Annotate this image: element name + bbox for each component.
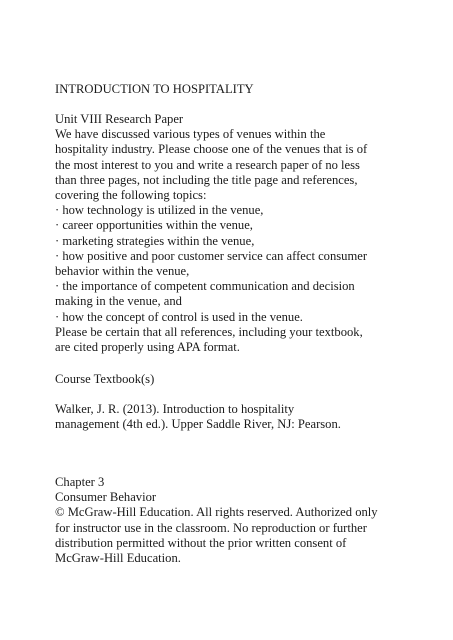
assignment-heading: Unit VIII Research Paper: [55, 112, 184, 126]
topic-bullet: · career opportunities within the venue,: [55, 218, 253, 233]
topic-bullet-continued: making in the venue, and: [55, 294, 182, 309]
topic-bullet-continued: behavior within the venue,: [55, 264, 190, 279]
copyright-line: distribution permitted without the prior written consent of: [55, 535, 347, 550]
assignment-line: Please be certain that all references, including your textbook,: [55, 324, 363, 339]
assignment-line: covering the following topics:: [55, 188, 207, 203]
copyright-line: © McGraw-Hill Education. All rights reserved. Authorized only: [55, 505, 378, 520]
assignment-line: We have discussed various types of venues within the: [55, 127, 326, 142]
topic-bullet: · how positive and poor customer service can affect consumer: [55, 248, 368, 263]
assignment-section: [55, 112, 367, 355]
chapter-name: Consumer Behavior: [55, 490, 157, 505]
assignment-line: than three pages, not including the title page and references,: [55, 172, 358, 187]
topic-bullet: · how the concept of control is used in the venue.: [55, 309, 303, 324]
chapter-number: Chapter 3: [55, 475, 105, 489]
chapter-section: [55, 475, 378, 566]
assignment-line: hospitality industry. Please choose one of the venues that is of: [55, 142, 368, 157]
textbook-citation: [55, 402, 341, 432]
document-title: [55, 82, 254, 97]
textbook-heading: [55, 372, 154, 387]
copyright-line: McGraw-Hill Education.: [55, 551, 181, 566]
assignment-line: are cited properly using APA format.: [55, 340, 240, 355]
topic-bullet: · the importance of competent communication and decision: [55, 279, 355, 294]
topic-bullet: · marketing strategies within the venue,: [55, 233, 255, 248]
citation-line: Walker, J. R. (2013). Introduction to hospitality: [55, 402, 295, 416]
title-text: INTRODUCTION TO HOSPITALITY: [55, 82, 254, 96]
textbook-heading-text: Course Textbook(s): [55, 372, 155, 386]
topic-bullet: · how technology is utilized in the venue,: [55, 203, 264, 218]
citation-line: management (4th ed.). Upper Saddle River, NJ: Pearson.: [55, 417, 341, 432]
assignment-line: the most interest to you and write a research paper of no less: [55, 157, 360, 172]
copyright-line: for instructor use in the classroom. No reproduction or further: [55, 520, 367, 535]
